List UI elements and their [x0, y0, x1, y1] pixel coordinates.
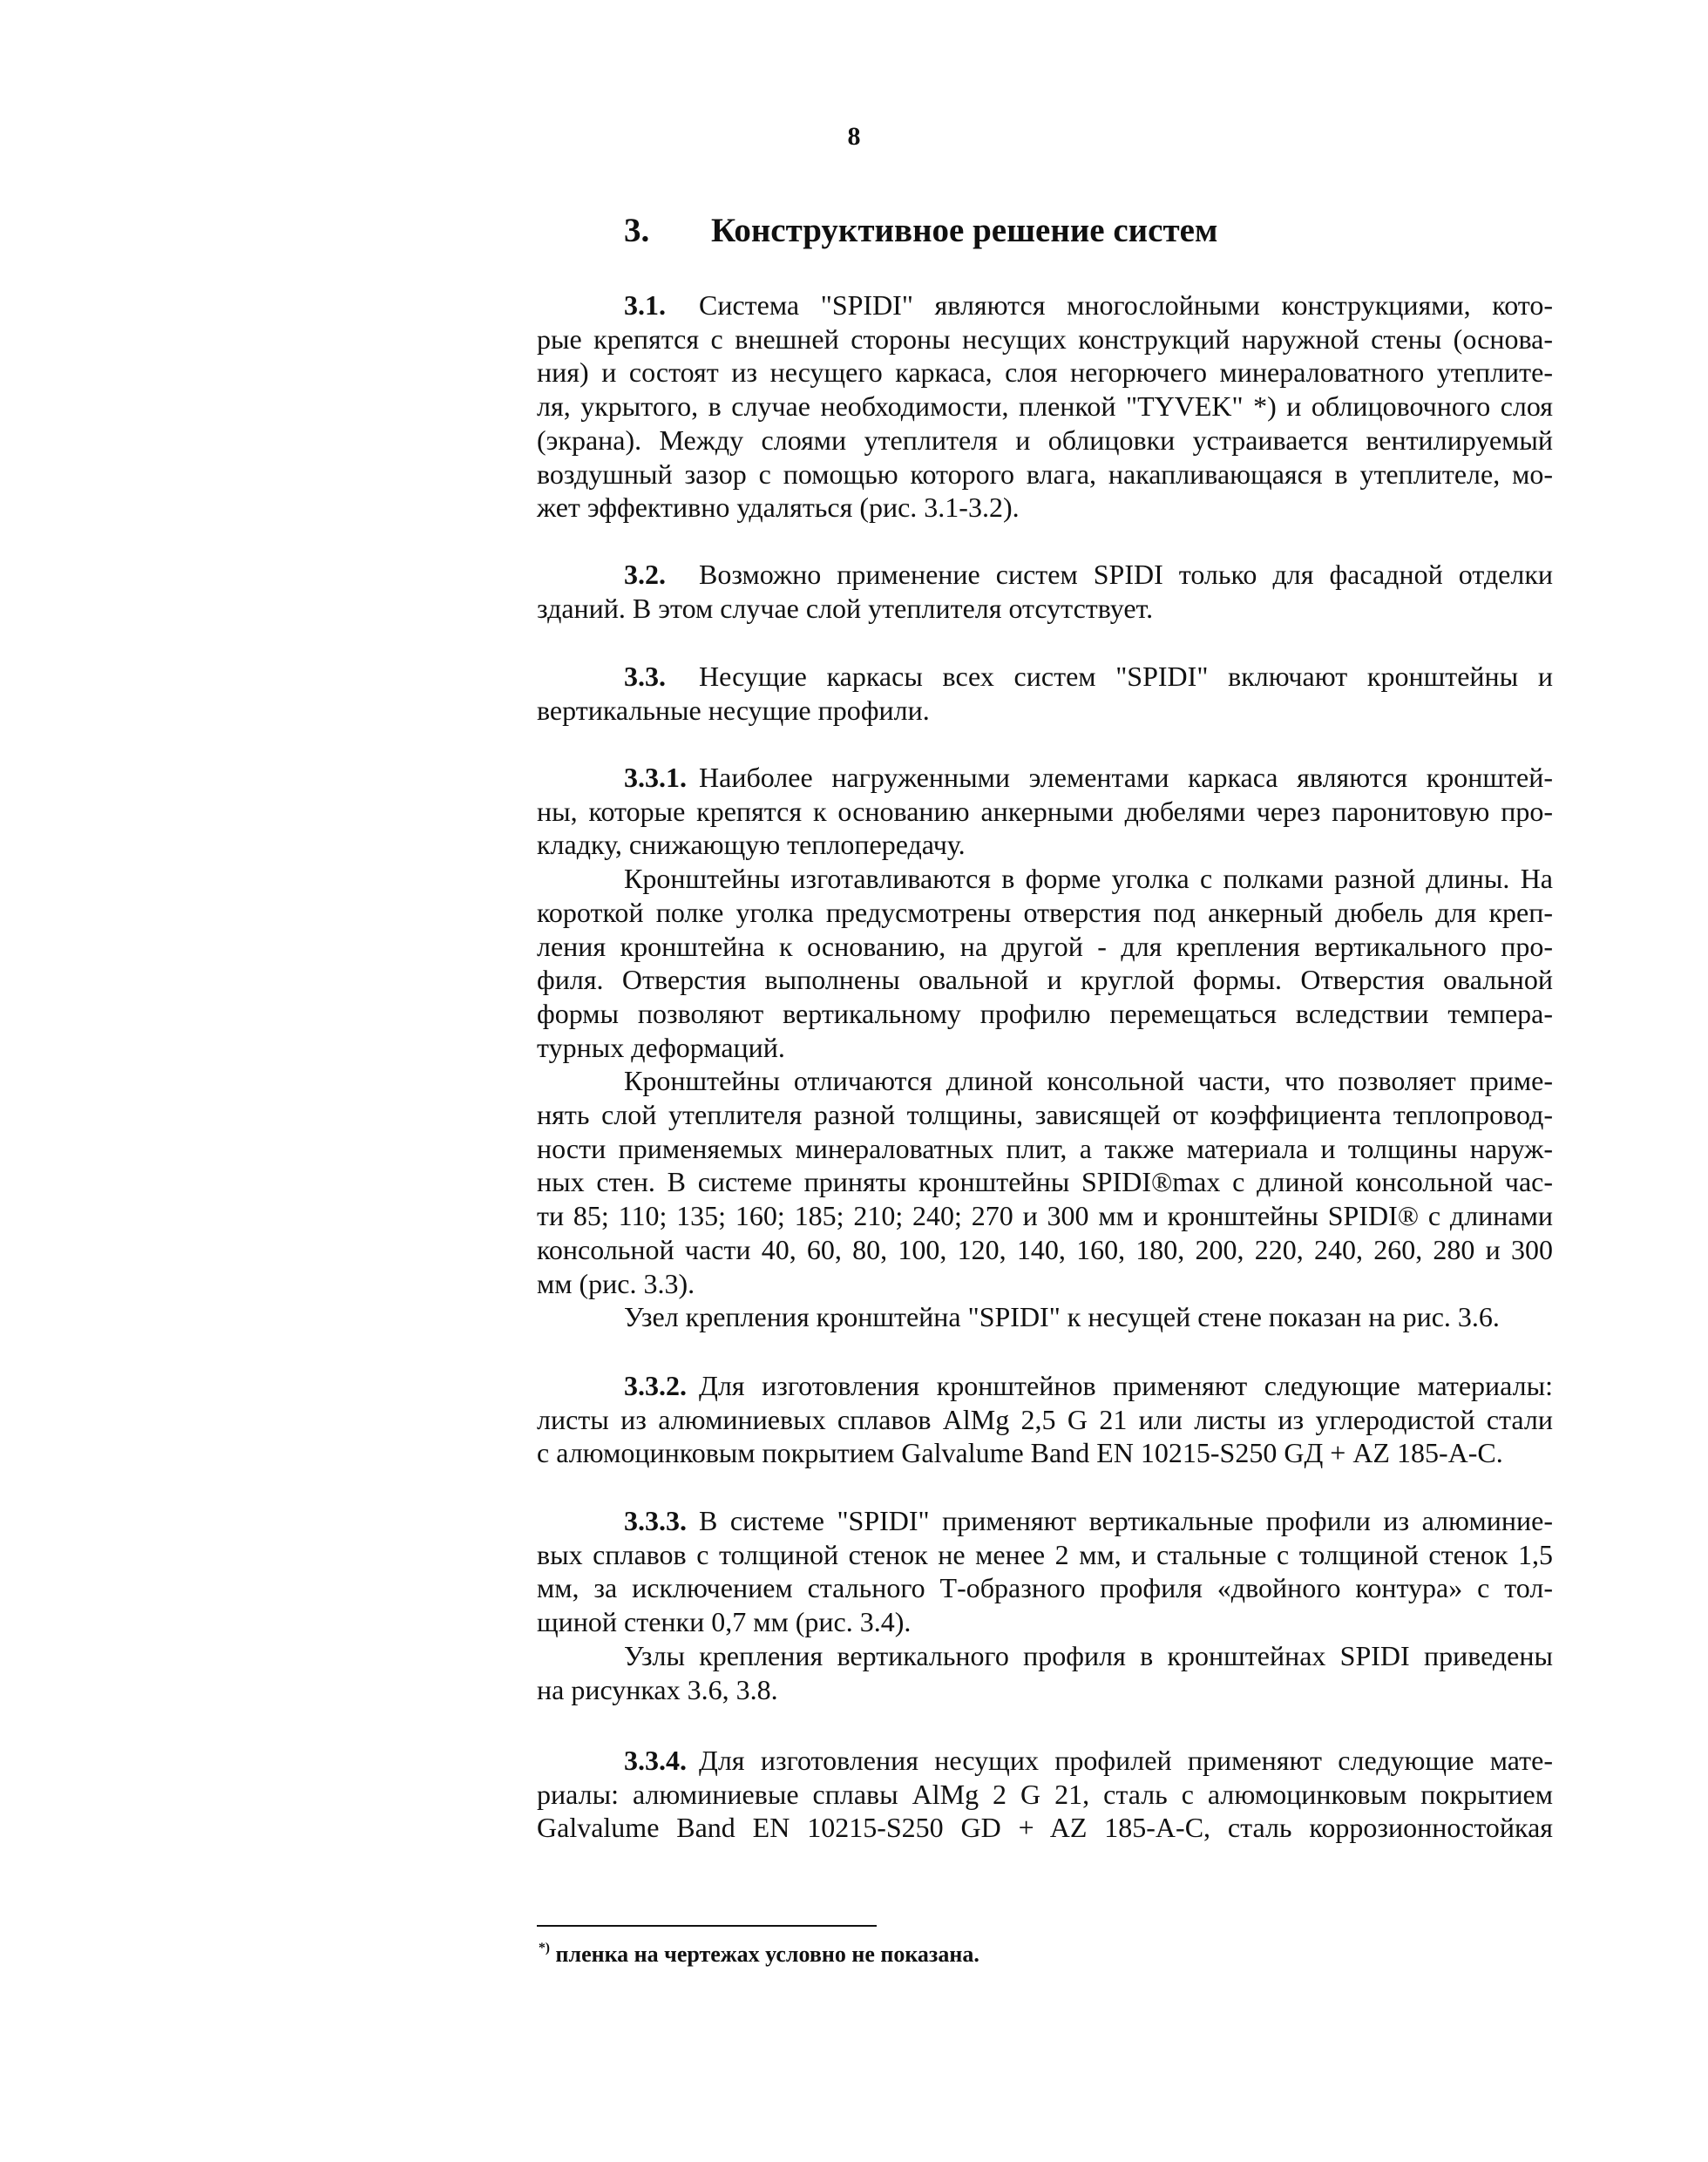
- text-line: консольной части 40, 60, 80, 100, 120, 140, 160, 180, 200, 220, 240, 260, 280 и 300: [537, 1233, 1553, 1265]
- text-line: Узлы крепления вертикального профиля в кронштейнах SPIDI приведены: [624, 1639, 1553, 1671]
- text-line: мм (рис. 3.3).: [537, 1267, 695, 1299]
- paragraph-3-3-2: [537, 1369, 1553, 1470]
- text-line: короткой полке уголка предусмотрены отверстия под анкерный дюбель для креп-: [537, 896, 1553, 928]
- text-line: (экрана). Между слоями утеплителя и облицовки устраивается вентилируемый: [537, 424, 1553, 456]
- paragraph-3-2: [537, 558, 1553, 625]
- text-line: 3.3.1. Наиболее нагруженными элементами каркаса являются кронштей-: [624, 762, 1553, 793]
- text-line: на рисунках 3.6, 3.8.: [537, 1673, 778, 1705]
- text-line: ны, которые крепятся к основанию анкерными дюбелями через паронитовую про-: [537, 795, 1553, 827]
- text-line: 3.3.4. Для изготовления несущих профилей применяют следующие мате-: [624, 1745, 1553, 1776]
- text-line: Кронштейны изготавливаются в форме уголка с полками разной длины. На: [624, 863, 1553, 895]
- text-line: вых сплавов с толщиной стенок не менее 2 мм, и стальные с толщиной стенок 1,5: [537, 1538, 1553, 1570]
- text-line: 3.1. Система "SPIDI" являются многослойными конструкциями, кото-: [624, 289, 1553, 321]
- footnote-text: пленка на чертежах условно не показана.: [555, 1942, 979, 1967]
- paragraph-3-3-4: [537, 1744, 1553, 1845]
- text-line: листы из алюминиевых сплавов AlMg 2,5 G 21 или листы из углеродистой стали: [537, 1403, 1553, 1435]
- text-line: ления кронштейна к основанию, на другой - для крепления вертикального про-: [537, 930, 1553, 962]
- text-line: 3.3. Несущие каркасы всех систем "SPIDI" включают кронштейны и: [624, 661, 1553, 692]
- text-line: ности применяемых минераловатных плит, а также материала и толщины наруж-: [537, 1132, 1553, 1164]
- footnote-rule: [537, 1925, 877, 1927]
- text-line: мм, за исключением стального Т-образного профиля «двойного контура» с тол-: [537, 1572, 1553, 1604]
- text-line: рые крепятся с внешней стороны несущих конструкций наружной стены (основа-: [537, 322, 1553, 355]
- paragraph-3-3: [537, 660, 1553, 727]
- text-line: риалы: алюминиевые сплавы AlMg 2 G 21, сталь с алюмоцинковым покрытием: [537, 1778, 1553, 1810]
- text-line: 3.3.2. Для изготовления кронштейнов применяют следующие материалы:: [624, 1370, 1553, 1401]
- text-line: 3.3.3. В системе "SPIDI" применяют вертикальные профили из алюминие-: [624, 1505, 1553, 1536]
- text-line: турных деформаций.: [537, 1031, 785, 1063]
- section-heading-number: 3.: [624, 212, 650, 249]
- section-heading-title: Конструктивное решение систем: [711, 212, 1218, 249]
- page-number: 8: [847, 122, 861, 151]
- text-line: ния) и состоят из несущего каркаса, слоя негорючего минераловатного утеплите-: [537, 356, 1553, 389]
- text-line: кладку, снижающую теплопередачу.: [537, 829, 966, 861]
- footnote-mark: *): [539, 1941, 550, 1956]
- text-line: жет эффективно удаляться (рис. 3.1-3.2).: [537, 491, 1020, 524]
- paragraph-number: 3.1.: [624, 289, 666, 321]
- text-line: зданий. В этом случае слой утеплителя отсутствует.: [537, 592, 1154, 624]
- text-line: вертикальные несущие профили.: [537, 694, 930, 726]
- paragraph-number: 3.3.3.: [624, 1505, 687, 1536]
- text-line: Galvalume Band EN 10215-S250 GD + AZ 185-A-C, сталь коррозионностойкая: [537, 1812, 1553, 1844]
- paragraph-number: 3.3.: [624, 661, 666, 692]
- footnote: [539, 1942, 979, 1968]
- text-line: 3.2. Возможно применение систем SPIDI только для фасадной отделки: [624, 559, 1553, 590]
- section-heading: [624, 211, 1217, 250]
- text-line: с алюмоцинковым покрытием Galvalume Band EN 10215-S250 GД + AZ 185-A-C.: [537, 1437, 1503, 1469]
- paragraph-number: 3.2.: [624, 559, 666, 590]
- paragraph-number: 3.3.1.: [624, 762, 687, 793]
- paragraph-3-3-3: [537, 1504, 1553, 1706]
- text-line: нять слой утеплителя разной толщины, зависящей от коэффициента теплопровод-: [537, 1099, 1553, 1131]
- text-line: формы позволяют вертикальному профилю перемещаться вследствии темпера-: [537, 997, 1553, 1029]
- paragraph-3-3-1: [537, 761, 1553, 1334]
- text-line: ля, укрытого, в случае необходимости, пленкой "TYVEK" *) и облицовочного слоя: [537, 390, 1553, 423]
- text-line: Кронштейны отличаются длиной консольной части, что позволяет приме-: [624, 1065, 1553, 1097]
- text-line: филя. Отверстия выполнены овальной и круглой формы. Отверстия овальной: [537, 964, 1553, 996]
- text-line: Узел крепления кронштейна "SPIDI" к несущей стене показан на рис. 3.6.: [624, 1301, 1500, 1333]
- paragraph-number: 3.3.2.: [624, 1370, 687, 1401]
- text-line: щиной стенки 0,7 мм (рис. 3.4).: [537, 1606, 912, 1638]
- text-line: ных стен. В системе приняты кронштейны SPIDI®max с длиной консольной час-: [537, 1166, 1553, 1198]
- text-line: воздушный зазор с помощью которого влага, накапливающаяся в утеплителе, мо-: [537, 457, 1553, 490]
- text-line: ти 85; 110; 135; 160; 185; 210; 240; 270 и 300 мм и кронштейны SPIDI® с длинами: [537, 1200, 1553, 1232]
- paragraph-3-1: [537, 288, 1553, 525]
- paragraph-number: 3.3.4.: [624, 1745, 687, 1776]
